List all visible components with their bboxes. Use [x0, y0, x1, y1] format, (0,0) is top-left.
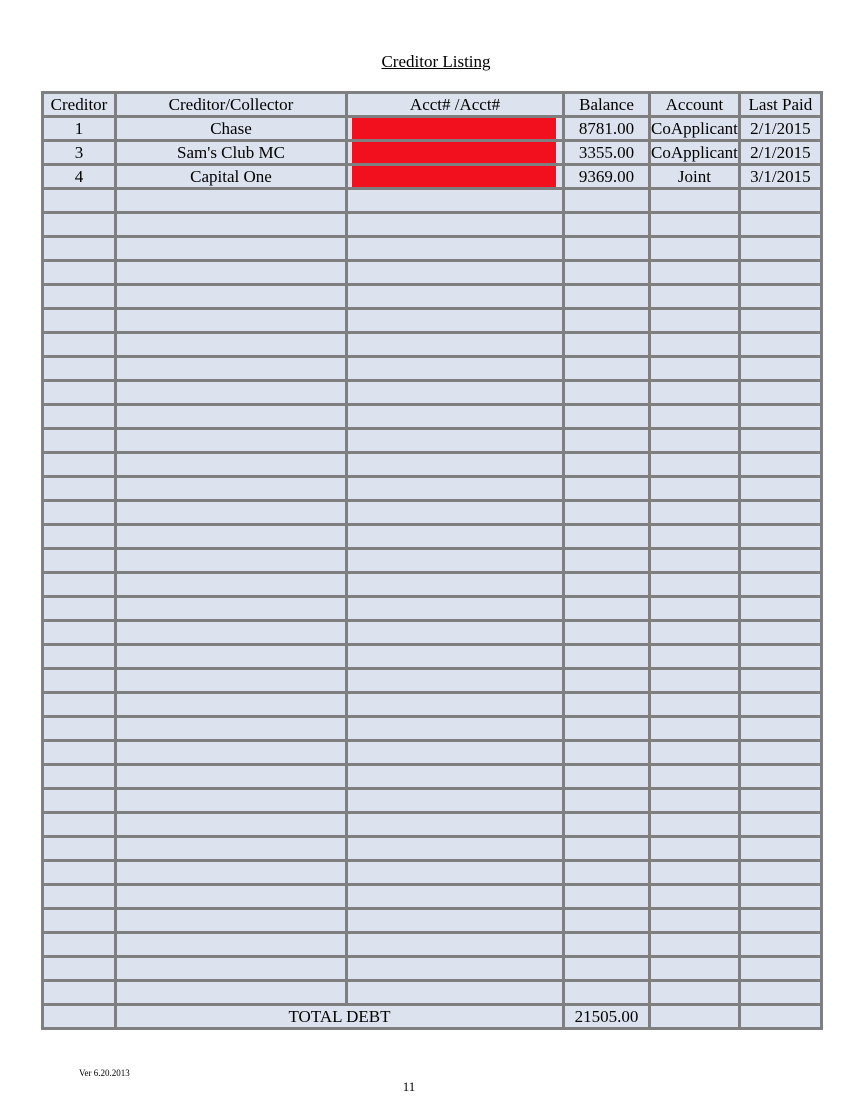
empty-cell — [651, 286, 738, 307]
header-balance: Balance — [565, 94, 648, 115]
empty-table-row — [44, 430, 820, 451]
empty-cell — [44, 694, 114, 715]
total-spacer — [44, 1006, 114, 1027]
empty-cell — [348, 694, 562, 715]
empty-cell — [651, 310, 738, 331]
empty-cell — [565, 670, 648, 691]
empty-cell — [565, 886, 648, 907]
empty-cell — [651, 334, 738, 355]
empty-cell — [565, 526, 648, 547]
empty-cell — [44, 334, 114, 355]
empty-cell — [117, 334, 345, 355]
empty-cell — [348, 238, 562, 259]
empty-table-row — [44, 838, 820, 859]
empty-cell — [651, 502, 738, 523]
empty-cell — [651, 550, 738, 571]
empty-table-row — [44, 238, 820, 259]
empty-cell — [117, 526, 345, 547]
empty-cell — [348, 982, 562, 1003]
empty-cell — [651, 766, 738, 787]
empty-table-row — [44, 958, 820, 979]
empty-cell — [44, 622, 114, 643]
empty-cell — [348, 790, 562, 811]
header-acct: Acct# /Acct# — [348, 94, 562, 115]
empty-cell — [44, 766, 114, 787]
empty-cell — [651, 598, 738, 619]
empty-cell — [348, 886, 562, 907]
total-debt-value: 21505.00 — [565, 1006, 648, 1027]
empty-cell — [348, 262, 562, 283]
empty-cell — [44, 886, 114, 907]
empty-cell — [565, 766, 648, 787]
empty-cell — [44, 838, 114, 859]
empty-cell — [651, 838, 738, 859]
last-paid-cell: 3/1/2015 — [741, 166, 820, 187]
empty-cell — [741, 454, 820, 475]
empty-cell — [651, 790, 738, 811]
empty-cell — [117, 646, 345, 667]
empty-cell — [741, 958, 820, 979]
table-header-row — [44, 94, 820, 115]
empty-cell — [117, 238, 345, 259]
empty-cell — [741, 262, 820, 283]
empty-cell — [741, 814, 820, 835]
empty-table-row — [44, 286, 820, 307]
empty-cell — [44, 238, 114, 259]
empty-cell — [741, 646, 820, 667]
empty-cell — [651, 358, 738, 379]
empty-cell — [651, 718, 738, 739]
empty-cell — [741, 214, 820, 235]
empty-cell — [741, 430, 820, 451]
empty-cell — [565, 430, 648, 451]
empty-cell — [348, 862, 562, 883]
empty-cell — [44, 670, 114, 691]
empty-cell — [44, 718, 114, 739]
empty-cell — [651, 670, 738, 691]
empty-table-row — [44, 502, 820, 523]
empty-cell — [117, 262, 345, 283]
empty-table-row — [44, 334, 820, 355]
empty-cell — [741, 694, 820, 715]
empty-cell — [44, 814, 114, 835]
table-row — [44, 118, 820, 139]
account-type-cell: Joint — [651, 166, 738, 187]
empty-cell — [117, 790, 345, 811]
acct-number-cell — [348, 142, 562, 163]
empty-cell — [348, 502, 562, 523]
empty-table-row — [44, 766, 820, 787]
empty-cell — [117, 502, 345, 523]
empty-cell — [565, 814, 648, 835]
empty-cell — [651, 910, 738, 931]
empty-cell — [117, 454, 345, 475]
redaction-block — [352, 142, 556, 163]
empty-cell — [565, 334, 648, 355]
empty-cell — [651, 694, 738, 715]
empty-cell — [117, 670, 345, 691]
empty-table-row — [44, 718, 820, 739]
empty-cell — [44, 742, 114, 763]
empty-cell — [44, 550, 114, 571]
empty-cell — [741, 406, 820, 427]
empty-cell — [741, 574, 820, 595]
empty-cell — [565, 958, 648, 979]
empty-cell — [44, 358, 114, 379]
empty-cell — [44, 406, 114, 427]
empty-cell — [741, 190, 820, 211]
empty-cell — [651, 574, 738, 595]
empty-cell — [44, 502, 114, 523]
empty-cell — [348, 214, 562, 235]
empty-table-row — [44, 550, 820, 571]
empty-cell — [44, 574, 114, 595]
empty-cell — [651, 478, 738, 499]
empty-cell — [565, 694, 648, 715]
acct-number-cell — [348, 166, 562, 187]
empty-cell — [117, 382, 345, 403]
empty-cell — [348, 286, 562, 307]
empty-cell — [348, 718, 562, 739]
empty-cell — [348, 574, 562, 595]
empty-cell — [741, 382, 820, 403]
empty-cell — [651, 214, 738, 235]
last-paid-cell: 2/1/2015 — [741, 118, 820, 139]
total-row — [44, 1006, 820, 1027]
total-spacer — [741, 1006, 820, 1027]
empty-cell — [741, 886, 820, 907]
empty-cell — [348, 910, 562, 931]
empty-table-row — [44, 910, 820, 931]
creditor-number: 1 — [44, 118, 114, 139]
empty-cell — [348, 958, 562, 979]
empty-cell — [651, 982, 738, 1003]
table-row — [44, 142, 820, 163]
empty-cell — [44, 790, 114, 811]
empty-cell — [565, 454, 648, 475]
balance-cell: 8781.00 — [565, 118, 648, 139]
empty-cell — [348, 838, 562, 859]
redaction-block — [352, 118, 556, 139]
empty-table-row — [44, 814, 820, 835]
empty-cell — [651, 958, 738, 979]
empty-cell — [651, 430, 738, 451]
empty-cell — [741, 502, 820, 523]
empty-cell — [565, 982, 648, 1003]
empty-cell — [741, 358, 820, 379]
empty-table-row — [44, 886, 820, 907]
empty-table-row — [44, 574, 820, 595]
empty-cell — [741, 742, 820, 763]
empty-cell — [741, 670, 820, 691]
empty-cell — [741, 766, 820, 787]
empty-cell — [44, 982, 114, 1003]
empty-cell — [44, 262, 114, 283]
empty-table-row — [44, 358, 820, 379]
empty-cell — [741, 598, 820, 619]
empty-cell — [651, 862, 738, 883]
empty-cell — [44, 190, 114, 211]
empty-table-row — [44, 646, 820, 667]
empty-cell — [651, 238, 738, 259]
empty-cell — [44, 214, 114, 235]
empty-cell — [117, 574, 345, 595]
empty-cell — [44, 526, 114, 547]
empty-cell — [348, 310, 562, 331]
empty-cell — [348, 934, 562, 955]
page-title: Creditor Listing — [381, 52, 491, 71]
empty-cell — [44, 598, 114, 619]
empty-cell — [741, 334, 820, 355]
creditor-name: Sam's Club MC — [117, 142, 345, 163]
empty-cell — [117, 910, 345, 931]
empty-cell — [651, 622, 738, 643]
empty-table-row — [44, 526, 820, 547]
empty-cell — [741, 862, 820, 883]
empty-cell — [741, 718, 820, 739]
empty-cell — [44, 862, 114, 883]
empty-cell — [565, 646, 648, 667]
page-number: 11 — [402, 1079, 416, 1094]
empty-cell — [44, 478, 114, 499]
empty-cell — [44, 646, 114, 667]
empty-cell — [117, 622, 345, 643]
table-row — [44, 166, 820, 187]
empty-cell — [117, 550, 345, 571]
empty-table-row — [44, 694, 820, 715]
empty-cell — [565, 478, 648, 499]
empty-cell — [117, 766, 345, 787]
creditor-number: 4 — [44, 166, 114, 187]
empty-cell — [741, 790, 820, 811]
empty-cell — [348, 190, 562, 211]
empty-cell — [44, 286, 114, 307]
empty-cell — [117, 814, 345, 835]
account-type-cell: CoApplicant — [651, 119, 738, 138]
empty-cell — [348, 526, 562, 547]
empty-cell — [348, 646, 562, 667]
empty-cell — [651, 934, 738, 955]
empty-cell — [741, 238, 820, 259]
empty-cell — [565, 838, 648, 859]
empty-cell — [44, 430, 114, 451]
empty-cell — [44, 382, 114, 403]
empty-cell — [117, 406, 345, 427]
empty-cell — [117, 718, 345, 739]
empty-cell — [348, 814, 562, 835]
empty-cell — [117, 982, 345, 1003]
empty-cell — [565, 550, 648, 571]
header-account: Account — [651, 94, 738, 115]
empty-cell — [565, 310, 648, 331]
creditor-number: 3 — [44, 142, 114, 163]
empty-cell — [348, 430, 562, 451]
balance-cell: 9369.00 — [565, 166, 648, 187]
redaction-block — [352, 166, 556, 187]
empty-cell — [565, 502, 648, 523]
empty-table-row — [44, 862, 820, 883]
empty-cell — [348, 598, 562, 619]
version-label: Ver 6.20.2013 — [79, 1068, 130, 1078]
empty-cell — [565, 862, 648, 883]
balance-cell: 3355.00 — [565, 142, 648, 163]
empty-cell — [565, 574, 648, 595]
creditor-name: Capital One — [117, 166, 345, 187]
empty-table-row — [44, 982, 820, 1003]
empty-cell — [565, 286, 648, 307]
empty-cell — [117, 838, 345, 859]
empty-cell — [565, 790, 648, 811]
empty-cell — [651, 454, 738, 475]
empty-cell — [348, 358, 562, 379]
empty-table-row — [44, 310, 820, 331]
empty-table-row — [44, 214, 820, 235]
empty-cell — [651, 646, 738, 667]
empty-table-row — [44, 790, 820, 811]
creditor-name: Chase — [117, 118, 345, 139]
empty-cell — [348, 622, 562, 643]
empty-cell — [348, 382, 562, 403]
empty-cell — [117, 190, 345, 211]
empty-cell — [117, 958, 345, 979]
empty-cell — [741, 478, 820, 499]
empty-cell — [651, 190, 738, 211]
empty-cell — [44, 934, 114, 955]
account-type-cell: CoApplicant — [651, 143, 738, 162]
empty-table-row — [44, 670, 820, 691]
creditor-table — [41, 91, 823, 1030]
empty-table-row — [44, 478, 820, 499]
empty-table-row — [44, 382, 820, 403]
header-creditor: Creditor — [44, 94, 114, 115]
empty-cell — [741, 934, 820, 955]
empty-cell — [117, 430, 345, 451]
empty-table-row — [44, 598, 820, 619]
empty-cell — [565, 622, 648, 643]
empty-cell — [44, 958, 114, 979]
empty-cell — [348, 454, 562, 475]
last-paid-cell: 2/1/2015 — [741, 142, 820, 163]
empty-cell — [741, 838, 820, 859]
empty-cell — [348, 406, 562, 427]
empty-cell — [117, 694, 345, 715]
empty-cell — [44, 454, 114, 475]
empty-cell — [44, 910, 114, 931]
empty-cell — [741, 310, 820, 331]
empty-table-row — [44, 406, 820, 427]
total-spacer — [651, 1006, 738, 1027]
empty-cell — [565, 598, 648, 619]
empty-cell — [741, 622, 820, 643]
empty-cell — [348, 766, 562, 787]
empty-cell — [565, 934, 648, 955]
empty-cell — [565, 406, 648, 427]
empty-cell — [651, 262, 738, 283]
empty-cell — [565, 718, 648, 739]
empty-table-row — [44, 934, 820, 955]
empty-cell — [741, 910, 820, 931]
empty-cell — [117, 934, 345, 955]
empty-table-row — [44, 742, 820, 763]
empty-cell — [651, 886, 738, 907]
empty-cell — [117, 214, 345, 235]
empty-cell — [565, 238, 648, 259]
empty-cell — [565, 190, 648, 211]
empty-cell — [117, 478, 345, 499]
empty-cell — [651, 526, 738, 547]
empty-cell — [651, 406, 738, 427]
empty-cell — [348, 742, 562, 763]
empty-cell — [651, 742, 738, 763]
empty-cell — [741, 982, 820, 1003]
empty-cell — [117, 862, 345, 883]
empty-table-row — [44, 622, 820, 643]
empty-cell — [117, 886, 345, 907]
empty-cell — [651, 814, 738, 835]
acct-number-cell — [348, 118, 562, 139]
empty-cell — [117, 598, 345, 619]
empty-cell — [348, 550, 562, 571]
empty-cell — [348, 670, 562, 691]
empty-cell — [348, 478, 562, 499]
empty-cell — [565, 214, 648, 235]
header-last-paid: Last Paid — [741, 94, 820, 115]
empty-cell — [741, 286, 820, 307]
empty-cell — [565, 262, 648, 283]
empty-cell — [565, 358, 648, 379]
empty-cell — [565, 382, 648, 403]
empty-table-row — [44, 454, 820, 475]
empty-cell — [117, 358, 345, 379]
empty-cell — [565, 742, 648, 763]
empty-cell — [741, 550, 820, 571]
empty-cell — [741, 526, 820, 547]
header-creditor-collector: Creditor/Collector — [117, 94, 345, 115]
empty-cell — [44, 310, 114, 331]
empty-cell — [117, 742, 345, 763]
total-debt-label: TOTAL DEBT — [117, 1006, 562, 1027]
empty-table-row — [44, 262, 820, 283]
empty-cell — [651, 382, 738, 403]
empty-cell — [117, 310, 345, 331]
empty-cell — [348, 334, 562, 355]
empty-cell — [117, 286, 345, 307]
empty-table-row — [44, 190, 820, 211]
empty-cell — [565, 910, 648, 931]
